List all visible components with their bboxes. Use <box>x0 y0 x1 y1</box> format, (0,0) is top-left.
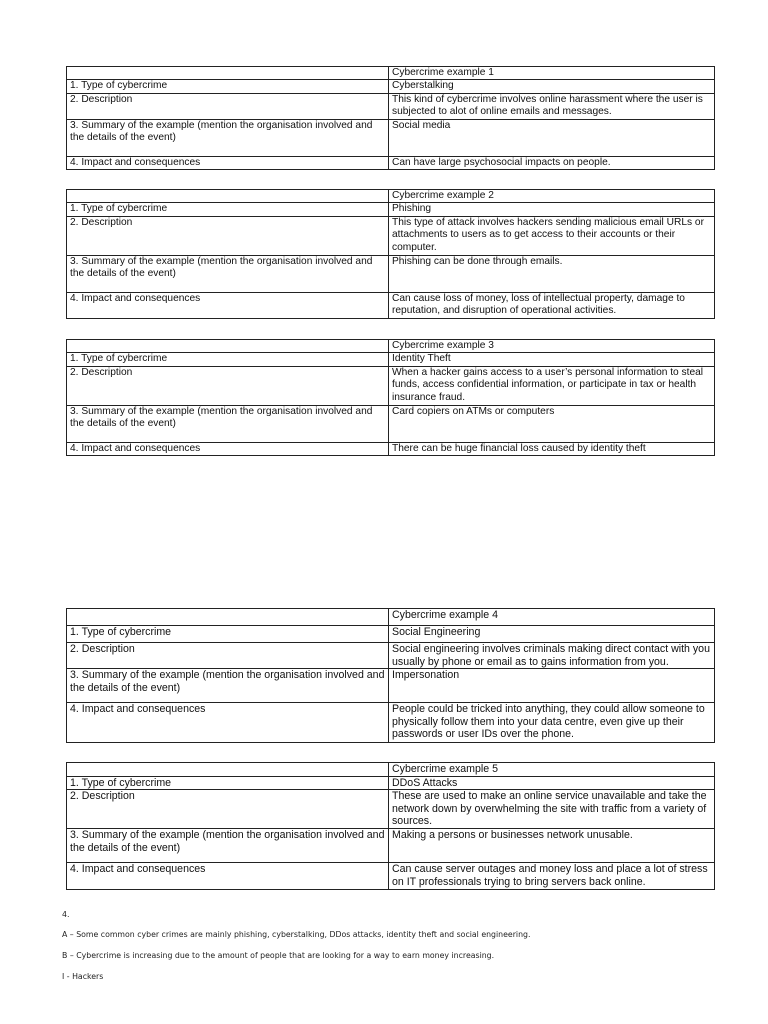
cell-type: Phishing <box>389 203 715 216</box>
cell-description: When a hacker gains access to a user’s personal information to steal funds, access confidential information, or participate in tax or health insurance fraud. <box>389 366 715 405</box>
table-row <box>67 643 715 669</box>
row-label-impact: 4. Impact and consequences <box>67 703 389 743</box>
row-label-impact: 4. Impact and consequences <box>67 156 389 169</box>
cell-description: These are used to make an online service unavailable and take the network down by overwhelming the site with traffic from a variety of sources. <box>389 790 715 829</box>
cell-description: This type of attack involves hackers sending malicious email URLs or attachments to users as to get access to their accounts or their computer. <box>389 216 715 255</box>
table-cell <box>67 190 389 203</box>
row-label-summary: 3. Summary of the example (mention the organisation involved and the details of the event) <box>67 669 389 703</box>
row-label-summary: 3. Summary of the example (mention the organisation involved and the details of the event) <box>67 405 389 442</box>
table-row <box>67 80 715 93</box>
row-label-description: 2. Description <box>67 790 389 829</box>
cell-summary: Impersonation <box>389 669 715 703</box>
table-row <box>67 776 715 790</box>
row-label-summary: 3. Summary of the example (mention the organisation involved and the details of the event) <box>67 255 389 292</box>
table-cell <box>67 340 389 353</box>
answer-i: I - Hackers <box>62 972 104 981</box>
table-cell <box>67 67 389 80</box>
row-label-description: 2. Description <box>67 643 389 669</box>
row-label-impact: 4. Impact and consequences <box>67 442 389 455</box>
cybercrime-table-4 <box>66 608 715 743</box>
cybercrime-table-3 <box>66 339 715 456</box>
cell-summary: Card copiers on ATMs or computers <box>389 405 715 442</box>
row-label-impact: 4. Impact and consequences <box>67 862 389 889</box>
cell-impact: Can have large psychosocial impacts on people. <box>389 156 715 169</box>
row-label-type: 1. Type of cybercrime <box>67 80 389 93</box>
row-label-summary: 3. Summary of the example (mention the organisation involved and the details of the event) <box>67 828 389 862</box>
table-cell <box>67 609 389 626</box>
cell-impact: Can cause server outages and money loss and place a lot of stress on IT professionals trying to bring servers back online. <box>389 862 715 889</box>
answer-b: B – Cybercrime is increasing due to the amount of people that are looking for a way to earn money increasing. <box>62 951 495 960</box>
cell-type: DDoS Attacks <box>389 776 715 790</box>
table-heading: Cybercrime example 2 <box>389 190 715 203</box>
table-row <box>67 763 715 777</box>
table-row <box>67 67 715 80</box>
row-label-type: 1. Type of cybercrime <box>67 776 389 790</box>
cybercrime-table-5 <box>66 762 715 890</box>
cell-summary: Social media <box>389 119 715 156</box>
table-row <box>67 353 715 366</box>
row-label-description: 2. Description <box>67 366 389 405</box>
question-number: 4. <box>62 910 70 919</box>
table-row <box>67 669 715 703</box>
table-row <box>67 255 715 292</box>
cell-impact: There can be huge financial loss caused by identity theft <box>389 442 715 455</box>
table-row <box>67 366 715 405</box>
cell-description: This kind of cybercrime involves online harassment where the user is subjected to alot of online emails and messages. <box>389 93 715 119</box>
cell-impact: Can cause loss of money, loss of intellectual property, damage to reputation, and disruption of operational activities. <box>389 292 715 318</box>
cell-summary: Making a persons or businesses network unusable. <box>389 828 715 862</box>
row-label-type: 1. Type of cybercrime <box>67 353 389 366</box>
table-row <box>67 442 715 455</box>
table-row <box>67 156 715 169</box>
table-row <box>67 93 715 119</box>
row-label-summary: 3. Summary of the example (mention the organisation involved and the details of the event) <box>67 119 389 156</box>
table-row <box>67 203 715 216</box>
table-row <box>67 790 715 829</box>
cell-type: Social Engineering <box>389 626 715 643</box>
row-label-type: 1. Type of cybercrime <box>67 626 389 643</box>
table-row <box>67 216 715 255</box>
table-row <box>67 626 715 643</box>
table-row <box>67 292 715 318</box>
row-label-description: 2. Description <box>67 93 389 119</box>
table-cell <box>67 763 389 777</box>
row-label-type: 1. Type of cybercrime <box>67 203 389 216</box>
table-heading: Cybercrime example 5 <box>389 763 715 777</box>
answer-a: A – Some common cyber crimes are mainly phishing, cyberstalking, DDos attacks, identity theft and social engineering. <box>62 930 531 939</box>
cell-type: Identity Theft <box>389 353 715 366</box>
row-label-impact: 4. Impact and consequences <box>67 292 389 318</box>
table-row <box>67 609 715 626</box>
table-row <box>67 405 715 442</box>
cell-impact: People could be tricked into anything, they could allow someone to physically follow them into your data centre, even give up their passwords or user IDs over the phone. <box>389 703 715 743</box>
table-row <box>67 340 715 353</box>
cell-description: Social engineering involves criminals making direct contact with you usually by phone or email as to gains information from you. <box>389 643 715 669</box>
table-row <box>67 703 715 743</box>
row-label-description: 2. Description <box>67 216 389 255</box>
table-row <box>67 119 715 156</box>
cell-type: Cyberstalking <box>389 80 715 93</box>
cybercrime-table-1 <box>66 66 715 170</box>
cell-summary: Phishing can be done through emails. <box>389 255 715 292</box>
cybercrime-table-2 <box>66 189 715 319</box>
table-row <box>67 190 715 203</box>
table-heading: Cybercrime example 1 <box>389 67 715 80</box>
table-heading: Cybercrime example 3 <box>389 340 715 353</box>
table-row <box>67 828 715 862</box>
table-heading: Cybercrime example 4 <box>389 609 715 626</box>
table-row <box>67 862 715 889</box>
